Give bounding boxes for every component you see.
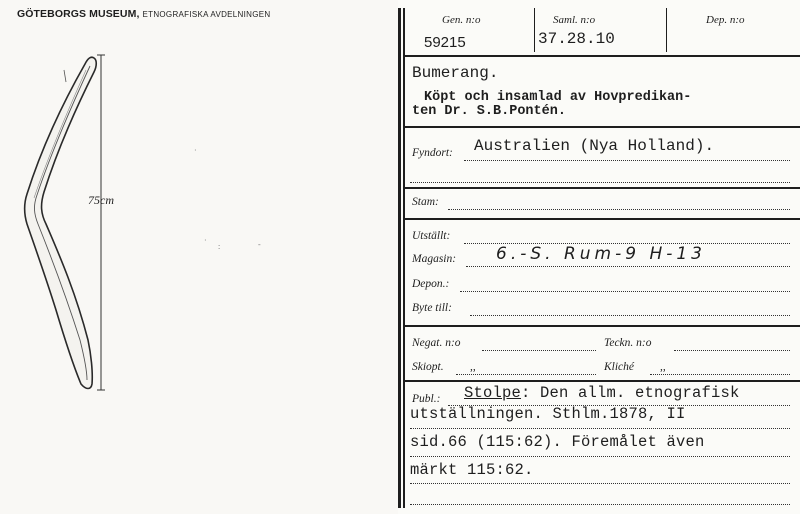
object-name: Bumerang. — [412, 64, 499, 82]
dep-label: Dep. n:o — [706, 14, 745, 26]
publ-author: Stolpe — [464, 384, 522, 402]
depon-label: Depon.: — [412, 278, 450, 290]
kliche-label: Kliché — [604, 361, 635, 373]
publ-line-4: märkt 115:62. — [410, 461, 534, 479]
publ-line-1-rest: : Den allm. etnografisk — [521, 384, 740, 402]
gen-number: 59215 — [424, 34, 466, 51]
museum-name: GÖTEBORGS MUSEUM, — [17, 8, 140, 20]
magasin-value: 6.-S. Rum-9 H-13 — [496, 244, 707, 264]
boomerang-illustration — [0, 0, 398, 514]
kliche-ditto-mark: ,, — [660, 361, 666, 373]
stam-label: Stam: — [412, 196, 439, 208]
publ-line-2: utställningen. Sthlm.1878, II — [410, 405, 686, 423]
skiopt-label: Skiopt. — [412, 361, 444, 373]
skiopt-ditto-mark: ,, — [470, 361, 476, 373]
description-line-2: ten Dr. S.B.Pontén. — [412, 104, 566, 119]
saml-number: 37.28.10 — [538, 30, 615, 48]
byte-label: Byte till: — [412, 302, 452, 314]
publ-line-3: sid.66 (115:62). Föremålet även — [410, 433, 705, 451]
description-line-1: Köpt och insamlad av Hovpredikan- — [424, 90, 692, 105]
publ-label: Publ.: — [412, 393, 441, 405]
magasin-label: Magasin: — [412, 253, 457, 265]
catalogue-card — [398, 0, 800, 514]
utstallt-label: Utställt: — [412, 230, 451, 242]
measurement-label: 75cm — [88, 193, 114, 207]
saml-label: Saml. n:o — [553, 14, 596, 26]
department-name: ETNOGRAFISKA AVDELNINGEN — [142, 10, 271, 19]
publ-line-1 — [464, 384, 740, 402]
negat-label: Negat. n:o — [412, 337, 461, 349]
fyndort-value: Australien (Nya Holland). — [474, 137, 715, 155]
fyndort-label: Fyndort: — [412, 147, 453, 159]
boomerang-outline — [25, 57, 97, 388]
object-photo-panel: GÖTEBORGS MUSEUM, ETNOGRAFISKA AVDELNINGEN 75cm · · - : — [0, 0, 398, 514]
teckn-label: Teckn. n:o — [604, 337, 652, 349]
gen-label: Gen. n:o — [442, 14, 481, 26]
